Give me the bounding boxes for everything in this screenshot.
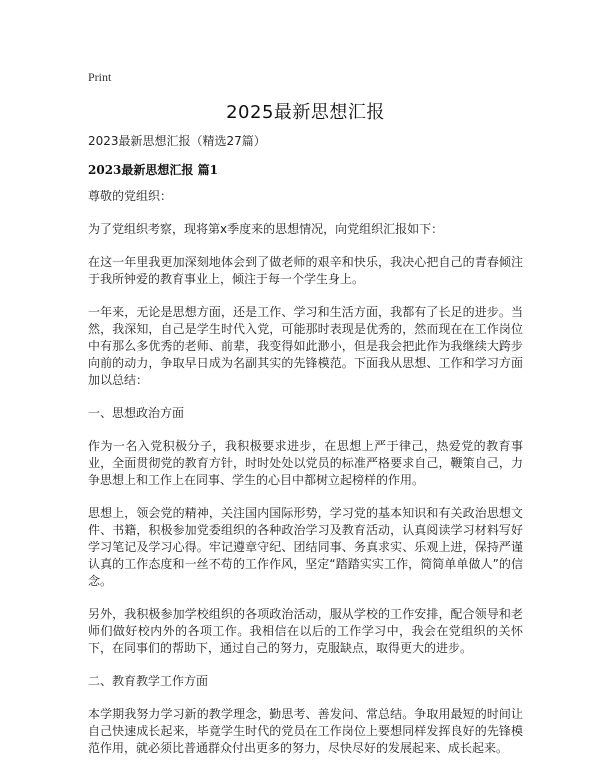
print-label[interactable]: Print [88, 70, 112, 84]
body-paragraph: 作为一名入党积极分子，我积极要求进步，在思想上严于律己，热爱党的教育事业，全面贯彻党的教育方针，时时处处以党员的标准严格要求自己，鞭策自己，力争思想上和工作上在同事、学生的心目中都树立起榜样的作用。 [88, 439, 523, 487]
intro-paragraph: 为了党组织考察，现将第x季度来的思想情况，向党组织汇报如下： [88, 222, 444, 236]
document-body [88, 188, 523, 773]
body-paragraph: 思想上，领会党的精神，关注国内国际形势，学习党的基本知识和有关政治思想文件、书籍，积极参加党委组织的各种政治学习及教育活动，认真阅读学习材料写好学习笔记及学习心得。牢记遵章守纪、团结同事、务真求实、乐观上进，保持严谨认真的工作态度和一丝不苟的工作作风，坚定“踏踏实实工作，简简单单做人”的信念。 [88, 506, 523, 588]
page-title: 2025最新思想汇报 [226, 102, 385, 123]
body-paragraph: 在这一年里我更加深刻地体会到了做老师的艰辛和快乐，我决心把自己的青春倾注于我所钟爱的教育事业上，倾注于每一个学生身上。 [88, 255, 523, 286]
body-paragraph: 另外，我积极参加学校组织的各项政治活动，服从学校的工作安排，配合领导和老师们做好校内外的各项工作。我相信在以后的工作学习中，我会在党组织的关怀下，在同事们的帮助下，通过自己的努力，克服缺点，取得更大的进步。 [88, 607, 523, 655]
body-paragraph: 本学期我努力学习新的教学理念，勤思考、善发问、常总结。争取用最短的时间让自己快速成长起来，毕竟学生时代的党员在工作岗位上要想同样发挥良好的先锋模范作用，就必须比普通群众付出更多的努力，尽快尽好的发展起来、成长起来。 [88, 707, 523, 755]
subsection-heading-teaching: 二、教育教学工作方面 [88, 674, 209, 688]
subsection-heading-politics: 一、思想政治方面 [88, 406, 185, 420]
salutation: 尊敬的党组织： [88, 189, 173, 203]
section-heading: 2023最新思想汇报 篇1 [88, 163, 218, 177]
document-subtitle: 2023最新思想汇报（精选27篇） [88, 134, 266, 148]
body-paragraph: 一年来，无论是思想方面，还是工作、学习和生活方面，我都有了长足的进步。当然，我深知，自己是学生时代入党，可能那时表现是优秀的，然而现在在工作岗位中有那么多优秀的老师、前辈，我变得如此渺小，但是我会把此作为我继续大跨步向前的动力，争取早日成为名副其实的先锋模范。下面我从思想、工作和学习方面加以总结： [88, 305, 523, 387]
